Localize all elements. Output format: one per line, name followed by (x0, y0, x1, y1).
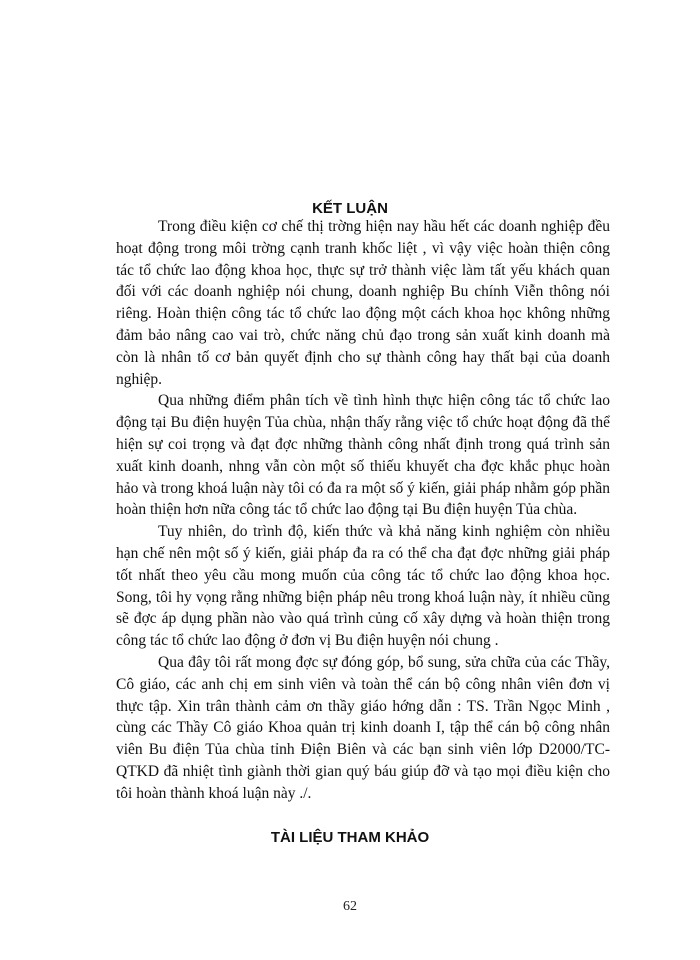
paragraph-4: Qua đây tôi rất mong đợc sự đóng góp, bổ sung, sửa chữa của các Thầy, Cô giáo, các anh chị em sinh viên và toàn thể cán bộ công nhân viên đơn vị thực tập. Xin trân thành cảm ơn thầy giáo hớng dẫn : TS. Trần Ngọc Minh , cùng các Thầy Cô giáo Khoa quản trị kinh doanh I, tập thể cán bộ công nhân viên Bu điện Tủa chùa tỉnh Điện Biên và các bạn sinh viên lớp D2000/TC-QTKD đã nhiệt tình giành thời gian quý báu giúp đỡ và tạo mọi điều kiện cho tôi hoàn thành khoá luận này ./. (116, 653, 610, 802)
references-heading: TÀI LIỆU THAM KHẢO (270, 829, 430, 846)
paragraph-1: Trong điều kiện cơ chế thị trờng hiện nay hầu hết các doanh nghiệp đều hoạt động trong môi trờng cạnh tranh khốc liệt , vì vậy việc hoàn thiện công tác tổ chức lao động khoa học, thực sự trở thành việc làm tất yếu khách quan đối với các doanh nghiệp nói chung, doanh nghiệp Bu chính Viễn thông nói riêng. Hoàn thiện công tác tổ chức lao động một cách khoa học không những đảm bảo nâng cao vai trò, chức năng chủ đạo trong sản xuất kinh doanh mà còn là nhân tố cơ bản quyết định cho sự thành công hay thất bại của doanh nghiệp. (116, 218, 610, 388)
paragraph-2: Qua những điểm phân tích về tình hình thực hiện công tác tổ chức lao động tại Bu điện huyện Tủa chùa, nhận thấy rằng việc tổ chức hoạt động đã thể hiện sự coi trọng và đạt đợc những thành công nhất định trong quá trình sản xuất kinh doanh, nhng vẫn còn một số thiếu khuyết cha đợc khắc phục hoàn hảo và trong khoá luận này tôi có đa ra một số ý kiến, giải pháp nhằm góp phần hoàn thiện hơn nữa công tác tổ chức lao động tại Bu điện huyện Tủa chùa. (116, 392, 610, 519)
paragraph-3: Tuy nhiên, do trình độ, kiến thức và khả năng kinh nghiệm còn nhiều hạn chế nên một số ý kiến, giải pháp đa ra có thể cha đạt đợc những giải pháp tốt nhất theo yêu cầu mong muốn của công tác tổ chức lao động khoa học. Song, tôi hy vọng rằng những biện pháp nêu trong khoá luận này, ít nhiều cũng sẽ đợc áp dụng phần nào vào quá trình củng cố xây dựng và hoàn thiện trong công tác tổ chức lao động ở đơn vị Bu điện huyện nói chung . (116, 523, 610, 650)
conclusion-heading: KẾT LUẬN (312, 200, 388, 217)
page-number: 62 (343, 899, 357, 914)
document-body (116, 216, 610, 805)
